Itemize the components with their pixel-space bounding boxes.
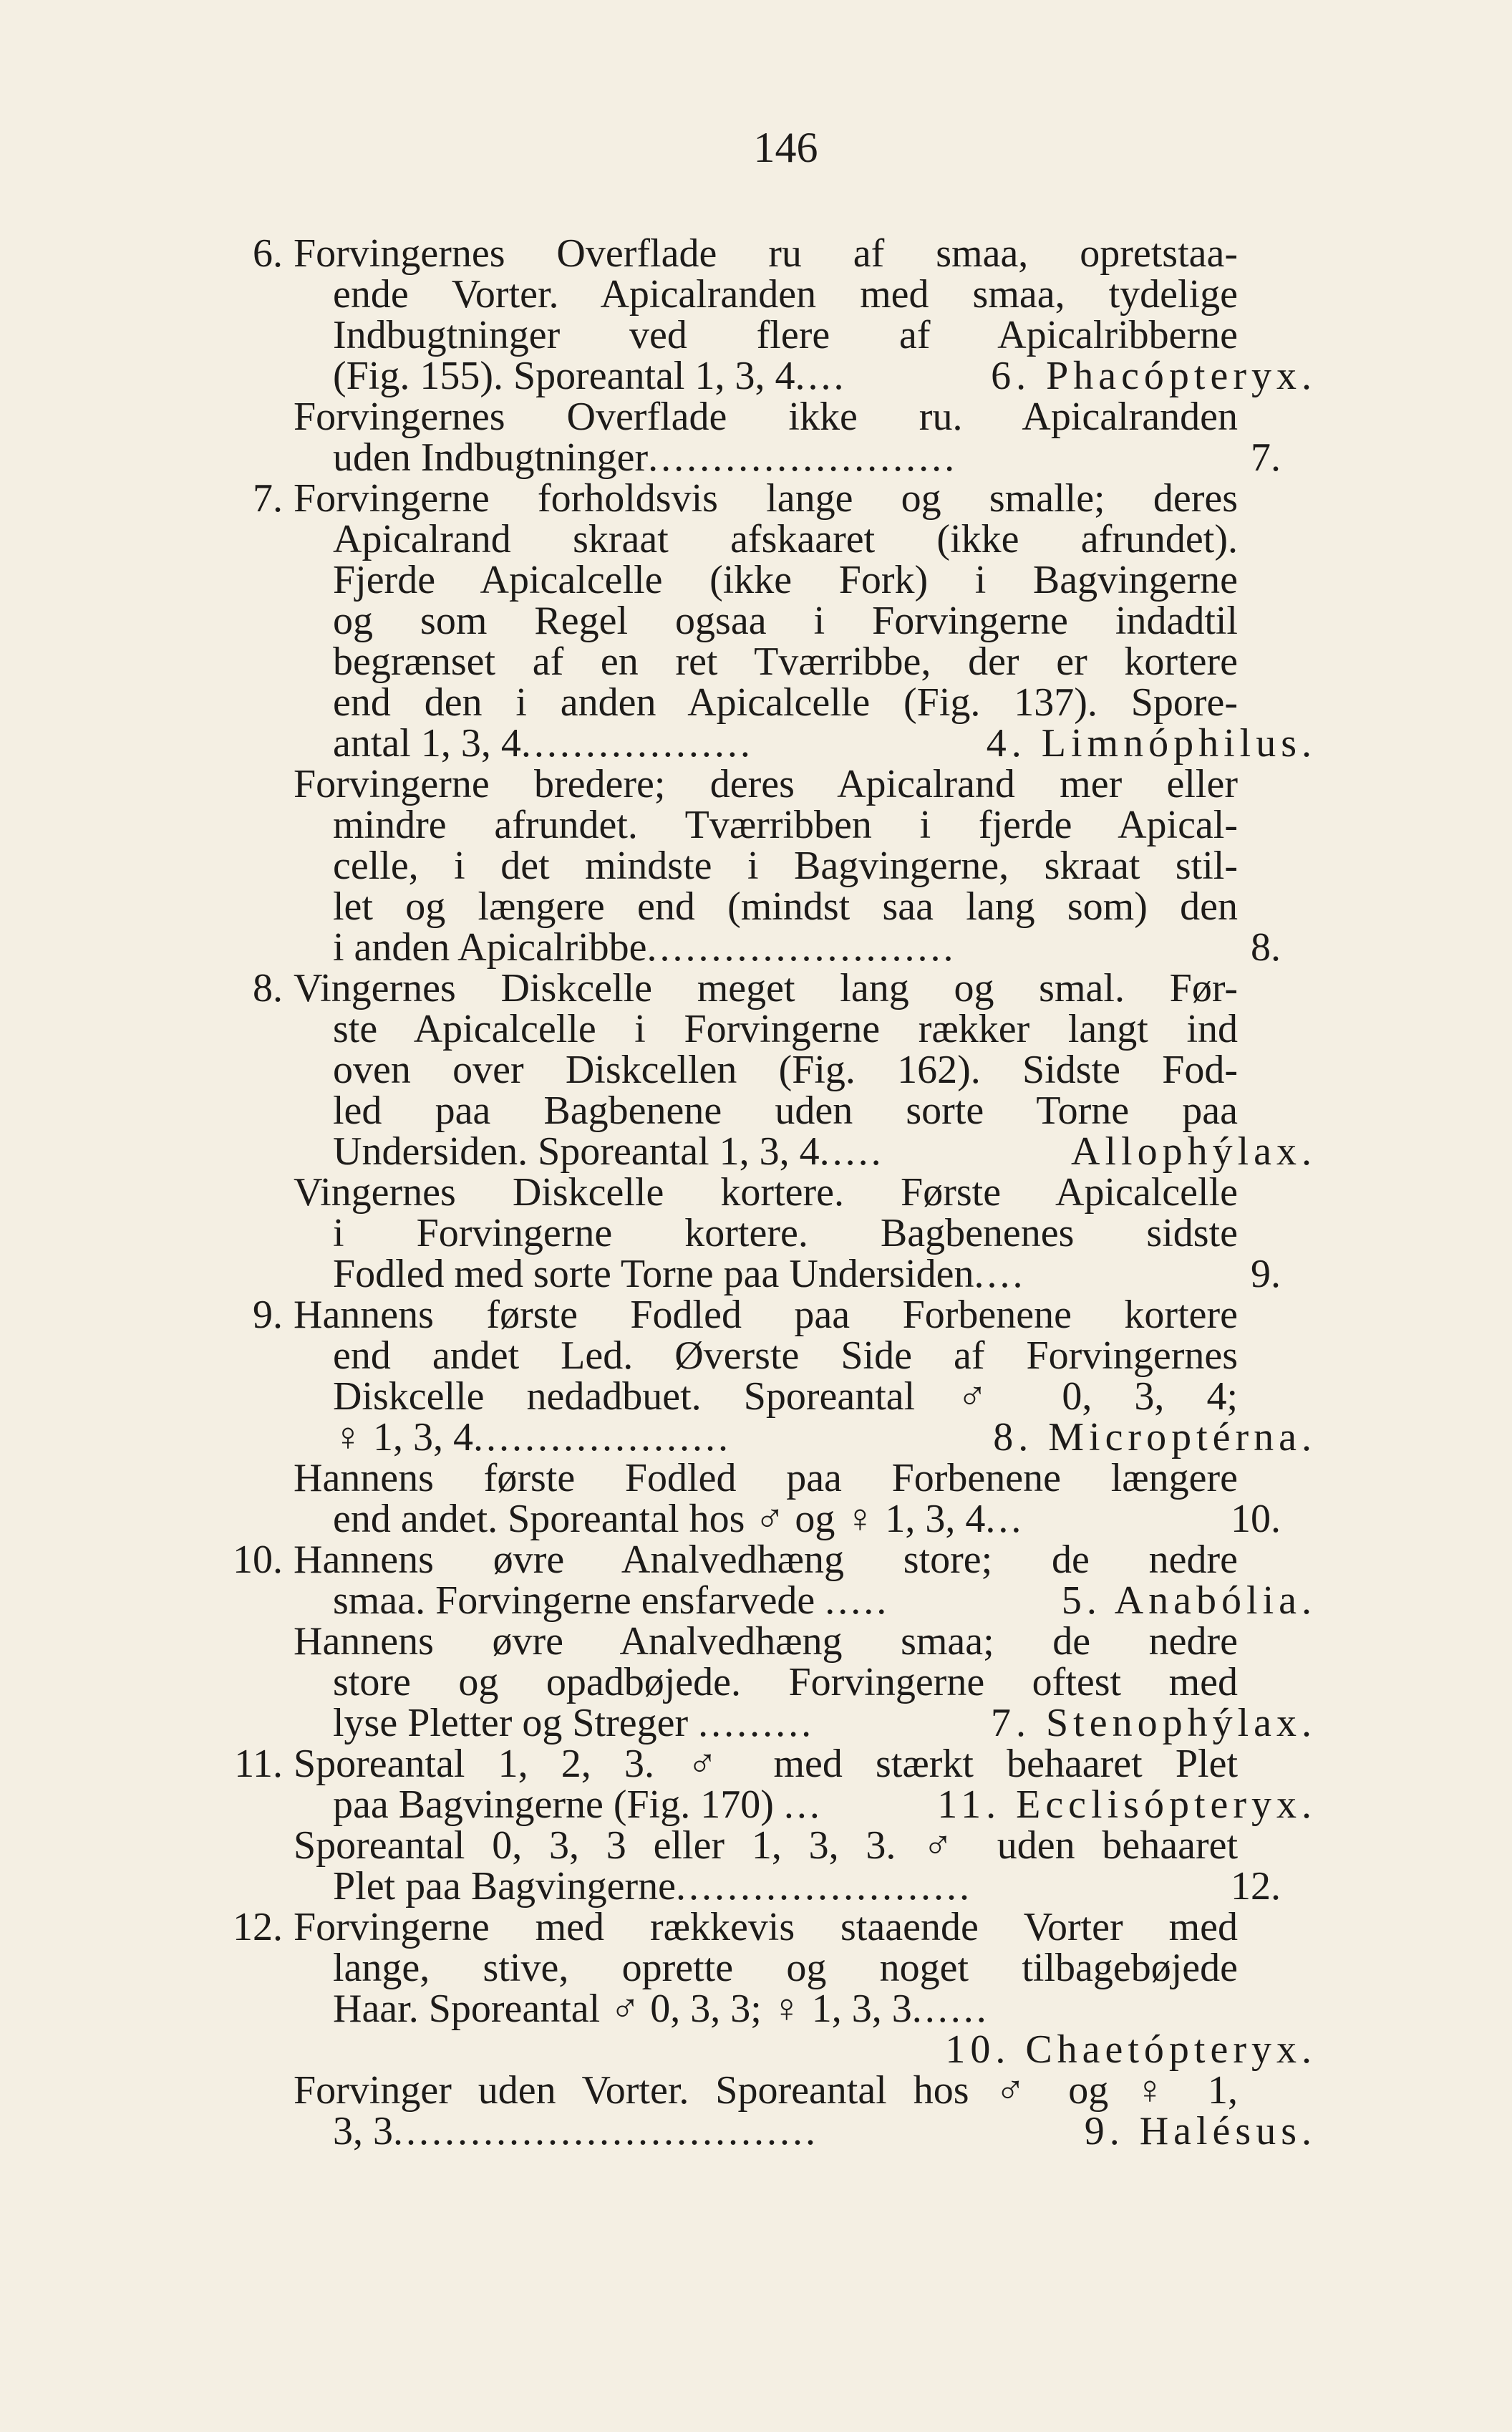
line-text: Indbugtninger ved flere af Apicalribberne xyxy=(333,313,1238,357)
line-text: smaa. Forvingerne ensfarvede xyxy=(333,1578,815,1623)
line-text: led paa Bagbenene uden sorte Torne paa xyxy=(333,1089,1238,1133)
key-line-12a xyxy=(233,1905,1238,1949)
key-line xyxy=(333,1782,1317,1827)
key-line xyxy=(333,1578,1317,1623)
line-text: Apicalrand skraat afskaaret (ikke afrundet). xyxy=(333,517,1238,561)
key-line-8a xyxy=(253,966,1238,1010)
leader-dots: ........................ xyxy=(648,435,958,480)
key-line-10a xyxy=(233,1538,1238,1582)
genus-name: 11. Ecclisópteryx. xyxy=(937,1782,1317,1827)
line-text: (Fig. 155). Sporeantal 1, 3, 4 xyxy=(333,354,795,398)
key-line xyxy=(333,1415,1317,1459)
couplet-number: 9. xyxy=(253,1293,283,1337)
key-line xyxy=(333,1497,1281,1541)
key-line xyxy=(333,354,1317,398)
line-text: Hannens første Fodled paa Forbenene kortere xyxy=(294,1293,1238,1337)
key-line-11a xyxy=(234,1742,1238,1786)
key-line-7b xyxy=(294,764,1238,805)
go-to-couplet: 12. xyxy=(1231,1864,1281,1909)
key-line xyxy=(333,560,1238,601)
line-text: Fodled med sorte Torne paa Undersiden xyxy=(333,1252,974,1296)
key-line xyxy=(333,925,1281,970)
go-to-couplet: 8. xyxy=(1251,925,1281,970)
line-text: Plet paa Bagvingerne xyxy=(333,1864,676,1909)
key-line-12b xyxy=(294,2070,1238,2111)
line-text: i Forvingerne kortere. Bagbenenes sidste xyxy=(333,1211,1238,1255)
line-text: lyse Pletter og Streger xyxy=(333,1701,689,1745)
genus-name: 10. Chaetópteryx. xyxy=(945,2027,1317,2072)
leader-dots: ...... xyxy=(911,1987,989,2031)
key-line-8b xyxy=(294,1172,1238,1213)
key-line xyxy=(333,805,1238,846)
key-line xyxy=(333,2027,1317,2072)
key-line xyxy=(333,721,1317,766)
key-line-10b xyxy=(294,1621,1238,1662)
leader-dots: ....................... xyxy=(675,1864,972,1909)
genus-name: 6. Phacópteryx. xyxy=(991,354,1317,398)
key-line xyxy=(333,1252,1281,1296)
line-text: store og opadbøjede. Forvingerne oftest med xyxy=(333,1660,1238,1704)
key-line xyxy=(333,1662,1238,1703)
line-text: Forvingerne med rækkevis staaende Vorter med xyxy=(294,1905,1238,1949)
key-line xyxy=(333,1091,1238,1131)
key-line xyxy=(333,1864,1281,1909)
leader-dots: .... xyxy=(974,1252,1026,1296)
line-text: Hannens første Fodled paa Forbenene længere xyxy=(294,1456,1238,1500)
line-text: og som Regel ogsaa i Forvingerne indadtil xyxy=(333,599,1238,643)
line-text: let og længere end (mindst saa lang som) den xyxy=(333,884,1238,929)
line-text: Forvingerne bredere; deres Apicalrand mer eller xyxy=(294,762,1238,806)
line-text: Diskcelle nedadbuet. Sporeantal ♂ 0, 3, 4; xyxy=(333,1374,1238,1419)
line-text: Vingernes Diskcelle meget lang og smal. Før- xyxy=(294,966,1238,1010)
line-text: Fjerde Apicalcelle (ikke Fork) i Bagvingerne xyxy=(333,558,1238,602)
line-text: Sporeantal 0, 3, 3 eller 1, 3, 3. ♂ uden behaaret xyxy=(294,1823,1238,1868)
line-text: ♀ 1, 3, 4 xyxy=(333,1415,473,1459)
key-line xyxy=(333,435,1281,480)
line-text: lange, stive, oprette og noget tilbagebøjede xyxy=(333,1946,1238,1990)
line-text: oven over Diskcellen (Fig. 162). Sidste Fod- xyxy=(333,1048,1238,1092)
key-line xyxy=(333,2109,1317,2153)
line-text: Forvinger uden Vorter. Sporeantal hos ♂ og ♀ 1, xyxy=(294,2068,1238,2113)
line-text: paa Bagvingerne (Fig. 170) xyxy=(333,1782,774,1827)
leader-dots: .................... xyxy=(473,1415,731,1459)
leader-dots: ................................. xyxy=(393,2109,818,2153)
leader-dots: ... xyxy=(783,1782,823,1827)
go-to-couplet: 9. xyxy=(1251,1252,1281,1296)
genus-name: 9. Halésus. xyxy=(1084,2109,1317,2153)
key-line xyxy=(333,1333,1238,1378)
leader-dots: .... xyxy=(795,354,847,398)
line-text: Haar. Sporeantal ♂ 0, 3, 3; ♀ 1, 3, 3 xyxy=(333,1987,912,2031)
key-line xyxy=(333,1050,1238,1091)
couplet-number: 11. xyxy=(234,1742,283,1786)
key-line xyxy=(333,1948,1238,1989)
leader-dots: ........................ xyxy=(646,925,956,970)
genus-name: 5. Anabólia. xyxy=(1061,1578,1317,1623)
key-line-6a xyxy=(253,231,1238,276)
key-line-7a xyxy=(253,476,1238,521)
key-line xyxy=(333,1213,1238,1254)
line-text: ste Apicalcelle i Forvingerne rækker langt ind xyxy=(333,1007,1238,1051)
line-text: Sporeantal 1, 2, 3. ♂ med stærkt behaaret Plet xyxy=(294,1742,1238,1786)
line-text: i anden Apicalribbe xyxy=(333,925,647,970)
line-text: end den i anden Apicalcelle (Fig. 137). Spore- xyxy=(333,680,1238,725)
line-text: Undersiden. Sporeantal 1, 3, 4 xyxy=(333,1129,820,1174)
line-text: antal 1, 3, 4 xyxy=(333,721,521,766)
key-line xyxy=(333,846,1238,887)
key-line xyxy=(333,1009,1238,1050)
line-text: end andet. Sporeantal hos ♂ og ♀ 1, 3, 4 xyxy=(333,1497,986,1541)
couplet-number: 6. xyxy=(253,231,283,276)
genus-name: 8. Microptérna. xyxy=(993,1415,1317,1459)
line-text: end andet Led. Øverste Side af Forvingernes xyxy=(333,1333,1238,1378)
line-text: ende Vorter. Apicalranden med smaa, tydelige xyxy=(333,272,1238,317)
page-number: 146 xyxy=(753,124,818,171)
key-line xyxy=(333,1129,1317,1174)
line-text: Vingernes Diskcelle kortere. Første Apicalcelle xyxy=(294,1170,1238,1215)
key-line xyxy=(333,1989,1238,2030)
leader-dots: ... xyxy=(985,1497,1024,1541)
line-text: celle, i det mindste i Bagvingerne, skraat stil- xyxy=(333,844,1238,888)
key-line xyxy=(333,519,1238,560)
couplet-number: 10. xyxy=(233,1538,283,1582)
key-line xyxy=(333,1701,1317,1745)
couplet-number: 7. xyxy=(253,476,283,521)
genus-name: 4. Limnóphilus. xyxy=(986,721,1317,766)
key-line xyxy=(333,642,1238,682)
go-to-couplet: 10. xyxy=(1231,1497,1281,1541)
line-text: mindre afrundet. Tværribben i fjerde Apical- xyxy=(333,803,1238,847)
key-line xyxy=(333,1376,1238,1417)
key-line xyxy=(333,884,1238,929)
go-to-couplet: 7. xyxy=(1251,435,1281,480)
leader-dots: .................. xyxy=(520,721,753,766)
line-text: begrænset af en ret Tværribbe, der er kortere xyxy=(333,640,1238,684)
line-text: Hannens øvre Analvedhæng smaa; de nedre xyxy=(294,1619,1238,1664)
line-text: uden Indbugtninger xyxy=(333,435,649,480)
line-text: Forvingernes Overflade ru af smaa, opretstaa- xyxy=(294,231,1238,276)
line-text: Hannens øvre Analvedhæng store; de nedre xyxy=(294,1538,1238,1582)
leader-dots: ..... xyxy=(819,1129,884,1174)
genus-name: Allophýlax. xyxy=(1071,1129,1317,1174)
leader-dots: ..... xyxy=(825,1578,890,1623)
leader-dots: ......... xyxy=(698,1701,815,1745)
genus-name: 7. Stenophýlax. xyxy=(991,1701,1317,1745)
line-text: Forvingernes Overflade ikke ru. Apicalranden xyxy=(294,395,1238,439)
key-line-9b xyxy=(294,1458,1238,1499)
couplet-number: 8. xyxy=(253,966,283,1010)
key-line xyxy=(333,682,1238,723)
key-line-6b xyxy=(294,397,1238,438)
key-line xyxy=(333,315,1238,356)
key-line xyxy=(333,274,1238,315)
line-text: 3, 3 xyxy=(333,2109,393,2153)
couplet-number: 12. xyxy=(233,1905,283,1949)
key-line xyxy=(333,601,1238,642)
line-text: Forvingerne forholdsvis lange og smalle; deres xyxy=(294,476,1238,521)
key-line-11b xyxy=(294,1825,1238,1866)
key-line-9a xyxy=(253,1293,1238,1337)
